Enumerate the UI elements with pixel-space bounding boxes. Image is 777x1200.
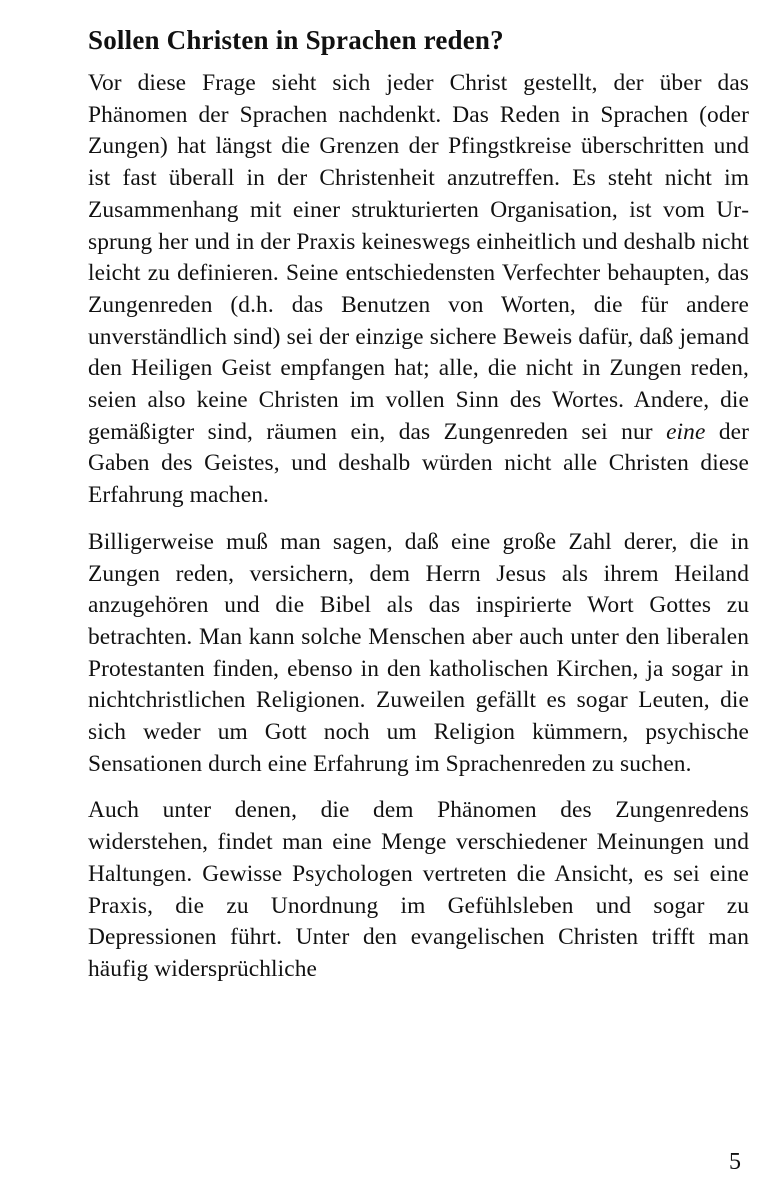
paragraph-2: Billigerweise muß man sagen, daß eine große Zahl derer, die in Zungen reden, versichern, dem Herrn Jesus als ihrem Heiland anzugehören und die Bibel als das inspirierte Wort Gottes zu betrachten. Man kann solche Menschen aber auch unter den liberalen Protestanten finden, ebenso in den katholischen Kirchen, ja sogar in nichtchristlichen Religionen. Zuweilen gefällt es sogar Leuten, die sich weder um Gott noch um Religion kümmern, psychische Sensationen durch eine Erfahrung im Sprachenreden zu suchen. [88, 528, 749, 777]
page-title: Sollen Christen in Sprachen reden? [88, 25, 504, 55]
paragraph-1-text-end: der Gaben des Geistes, und deshalb würden nicht alle Christen diese Erfahrung machen. [88, 418, 749, 509]
paragraph-1 [88, 68, 749, 512]
book-page [88, 22, 749, 986]
page-number: 5 [729, 1149, 741, 1175]
paragraph-1-emphasis: eine [666, 418, 706, 445]
paragraph-3: Auch unter denen, die dem Phänomen des Zungenredens widerstehen, findet man eine Menge verschiedener Meinungen und Haltungen. Gewisse Psychologen vertreten die Ansicht, es sei eine Praxis, die zu Unordnung im Gefühlsleben und sogar zu Depressionen führt. Unter den evangelischen Christen trifft man häufig widersprüchliche [88, 797, 749, 982]
paragraph-1-text-start: Vor diese Frage sieht sich jeder Christ gestellt, der über das Phänomen der Sprachen nachdenkt. Das Reden in Sprachen (oder Zungen) hat längst die Grenzen der Pfingstkreise überschritten und ist fast überall in der Christenheit anzutreffen. Es steht nicht im Zusammenhang mit einer strukturierten Organisation, ist vom Ursprung her und in der Praxis keineswegs einheitlich und deshalb nicht leicht zu definieren. Seine entschiedensten Verfechter behaupten, das Zungenreden (d.h. das Benutzen von Worten, die für andere unverständlich sind) sei der einzige sichere Beweis dafür, daß jemand den Heiligen Geist empfangen hat; alle, die nicht in Zungen reden, seien also keine Christen im vollen Sinn des Wortes. Andere, die gemäßigter sind, räumen ein, das Zungenreden sei nur [88, 70, 749, 445]
